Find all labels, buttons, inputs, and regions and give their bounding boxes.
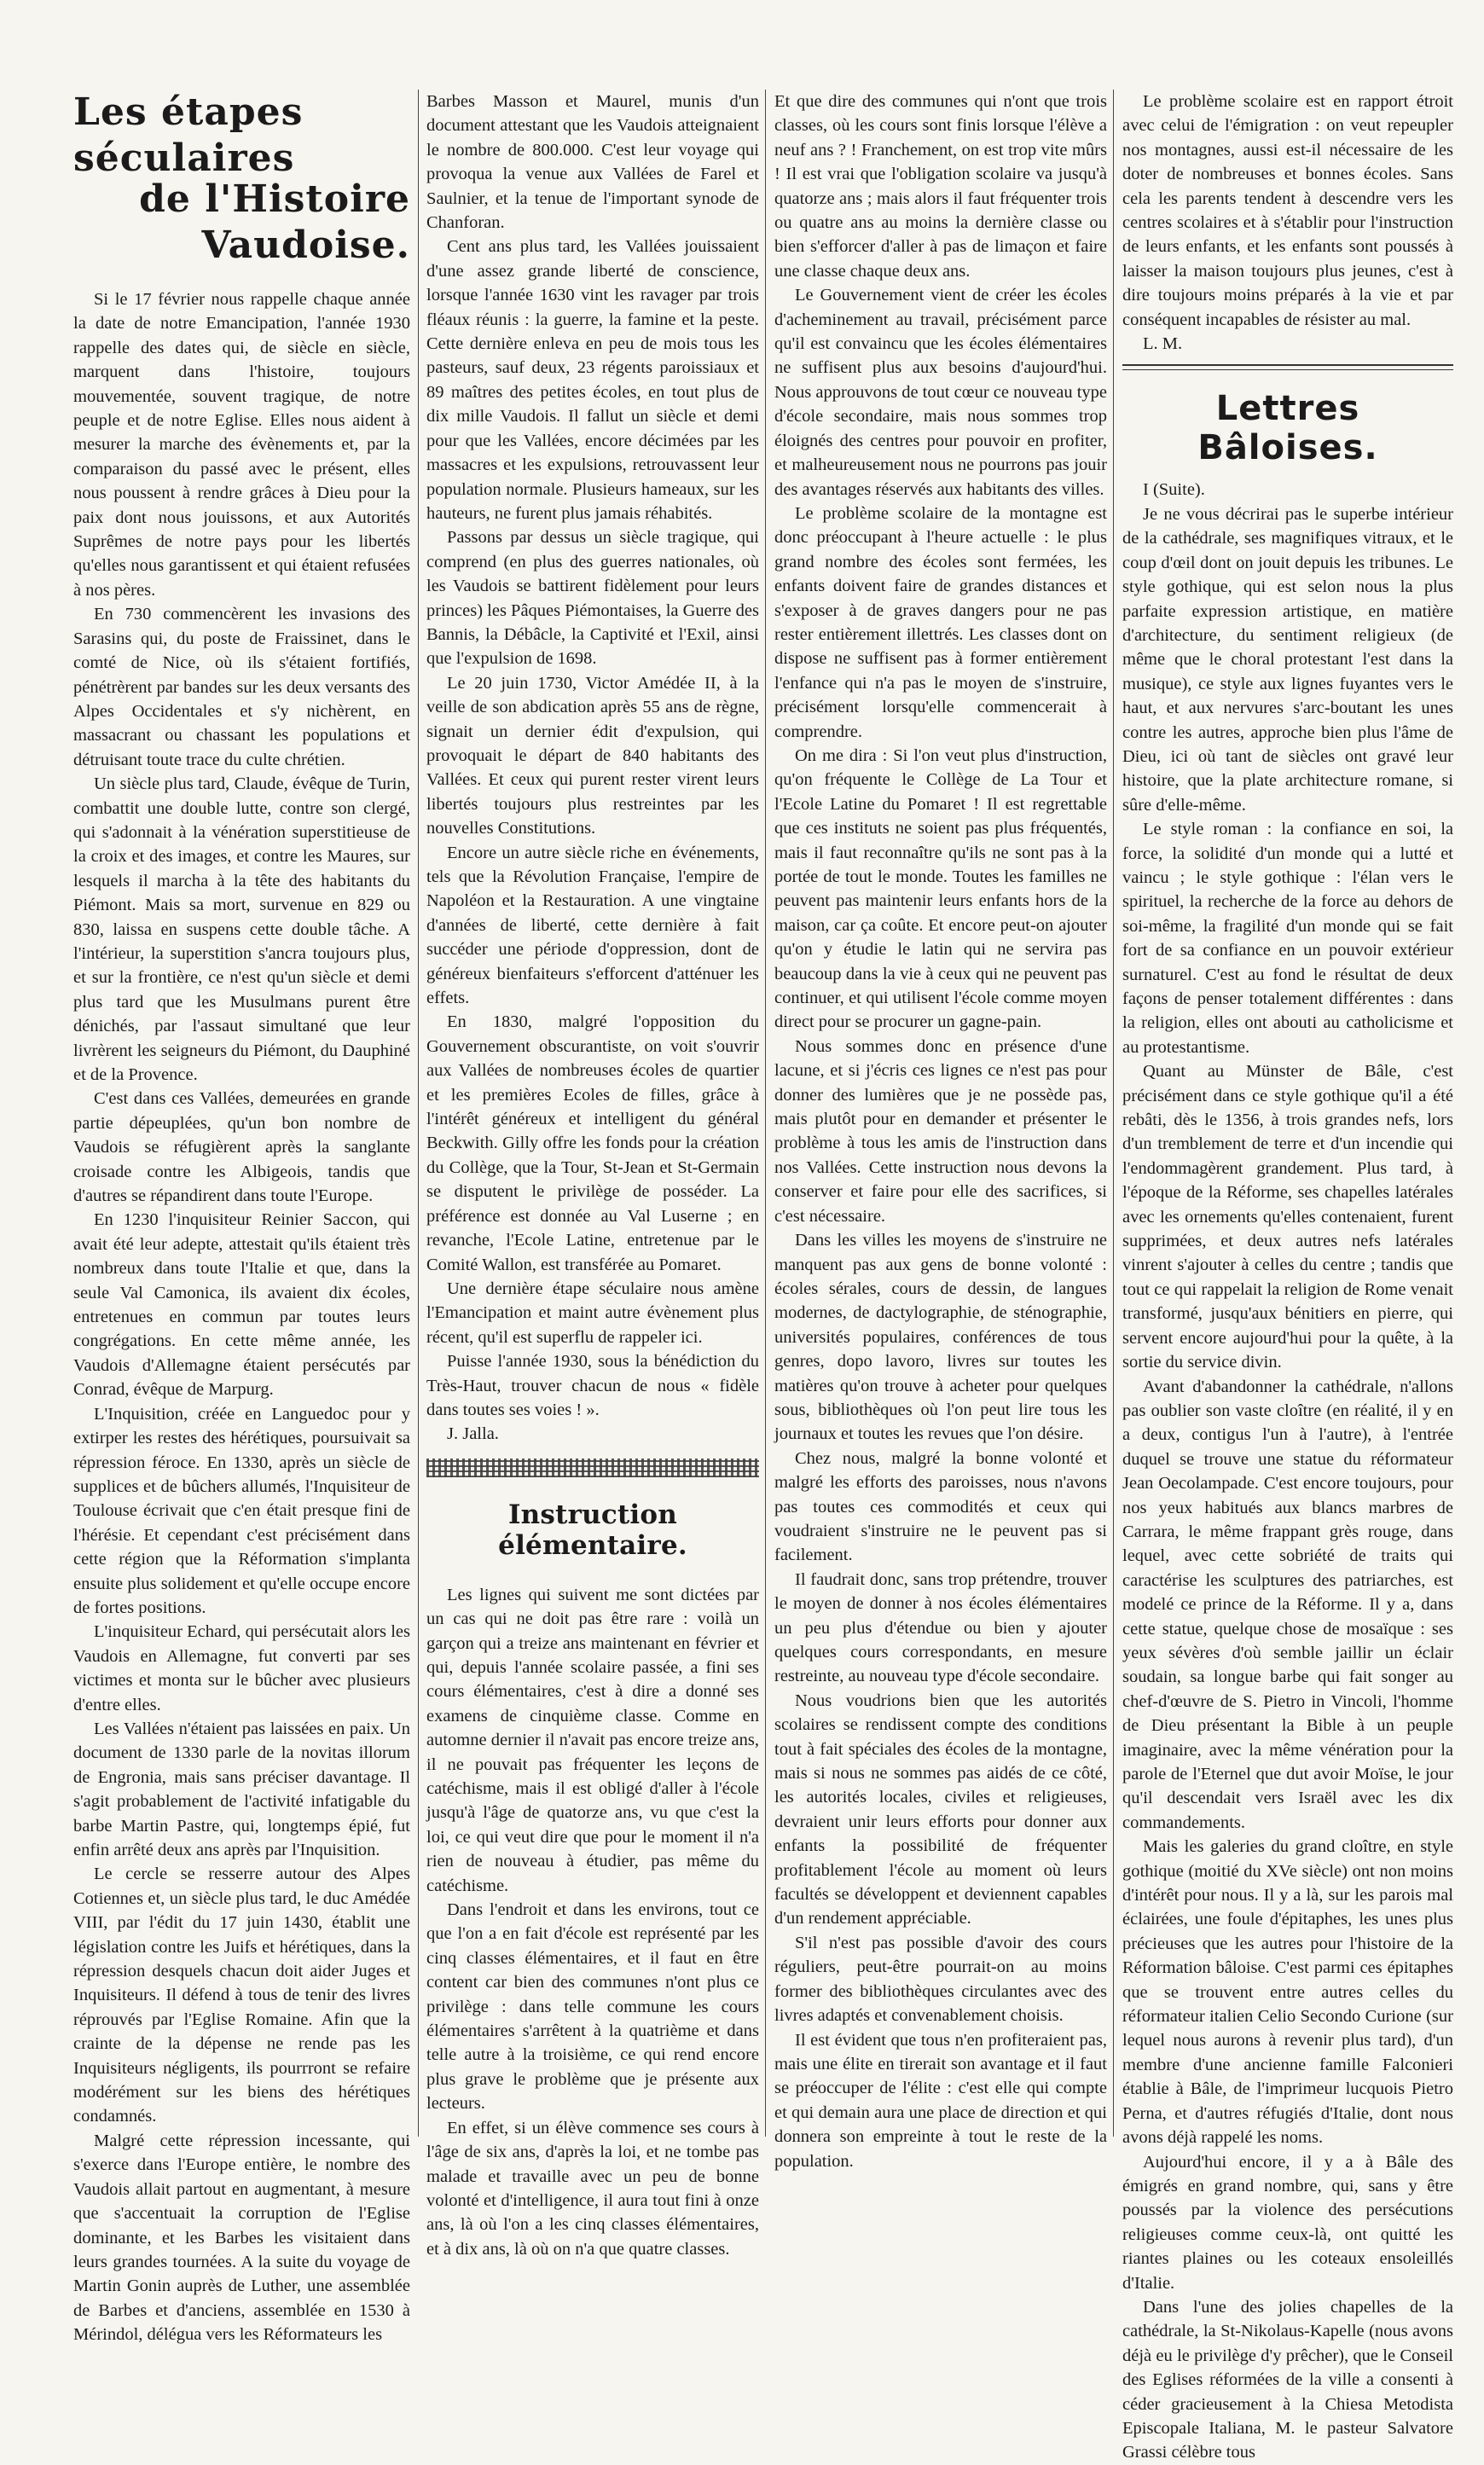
paragraph: Nous voudrions bien que les autorités scolaires se rendissent compte des conditions tout à fait spéciales des écoles de la montagne, mais si nous ne sommes pas aidés de ce côté, les autorités locales, civiles et religieuses, devraient unir leurs efforts pour donner aux enfants la possibilité de fréquenter profitablement l'école au moment où leurs facultés se développent et deviennent capables d'un rendement appréciable. [774, 1691, 1107, 1928]
paragraph: Il faudrait donc, sans trop prétendre, trouver le moyen de donner à nos écoles élémentaires un peu plus d'étendue ou bien y ajouter quelques cours correspondants, en mesure restreinte, au nouveau type d'école secondaire. [774, 1569, 1107, 1686]
column-rule [1113, 90, 1114, 2137]
paragraph: Une dernière étape séculaire nous amène l'Emancipation et maint autre évènement plus récent, qu'il est superflu de rappeler ici. [426, 1279, 759, 1347]
article-title-line1: Les étapes séculaires [73, 90, 304, 180]
paragraph: Chez nous, malgré la bonne volonté et malgré les efforts des paroisses, nous n'avons pas toutes ces commodités et ceux qui voudraient s'instruire ne le peuvent pas si facilement. [774, 1448, 1107, 1565]
paragraph: Quant au Münster de Bâle, c'est précisément dans ce style gothique qu'il a été rebâti, dès le 1356, à trois grandes nefs, lors d'un tremblement de terre et d'un incendie qui l'endommagèrent grandement. Plus tard, à l'époque de la Réforme, ses chapelles latérales avec les ornements qu'elles contenaient, furent supprimées, et deux autres nefs latérales vinrent s'ajouter à celles du centre ; tandis que tout ce qui rappelait la religion de Rome venait transformé, jusqu'aux bénitiers en pierre, qui servent encore aujourd'hui pour la quête, à la sortie du service divin. [1122, 1062, 1453, 1372]
paragraph: Le Gouvernement vient de créer les écoles d'acheminement au travail, précisément parce qu'il est convaincu que les écoles élémentaires ne suffisent plus aux besoins d'aujourd'hui. Nous approuvons de tout cœur ce nouveau type d'école secondaire, mais nous sommes trop éloignés des centres pour pouvoir en profiter, et malheureusement nous ne pourrons pas jouir des avantages réservés aux habitants des villes. [774, 286, 1107, 499]
paragraph: Encore un autre siècle riche en événements, tels que la Révolution Française, l'empire de Napoléon et la Restauration. A une vingtaine d'années de liberté, cette dernière à fait succéder une période d'oppression, dont de généreux bienfaiteurs s'efforcent d'atténuer les effets. [426, 843, 759, 1008]
column-rule [418, 90, 419, 2137]
paragraph: On me dira : Si l'on veut plus d'instruction, qu'on fréquente le Collège de La Tour et l'Ecole Latine du Pomaret ! Il est regrettable que ces instituts ne soient pas plus fréquentés, mais il faut reconnaître qu'ils ne sont pas à la portée de tout le monde. Toutes les familles ne peuvent pas maintenir leurs enfants hors de la maison, car ça coûte. Et encore peut-on ajouter qu'on y étudie le latin qui ne servira pas beaucoup dans la vie à ceux qui ne peuvent pas continuer, et qui utilisent l'école comme moyen direct pour se procurer un gagne-pain. [774, 745, 1107, 1032]
paragraph: Les Vallées n'étaient pas laissées en paix. Un document de 1330 parle de la novitas illorum de Engronia, mais sans préciser davantage. Il s'agit probablement de l'activité infatigable du barbe Martin Pastre, qui, longtemps épié, fut enfin arrêté deux ans après par l'Inquisition. [73, 1719, 410, 1859]
paragraph: Dans l'endroit et dans les environs, tout ce que l'on a en fait d'école est représenté par les cinq classes élémentaires, et il faut en être content car bien des communes n'ont plus ce privilège : dans telle commune les cours élémentaires s'arrêtent à la quatrième et dans telle autre à la troisième, ce qui rend encore plus grave le problème que je présente aux lecteurs. [426, 1900, 759, 2114]
paragraph: Le cercle se resserre autour des Alpes Cotiennes et, un siècle plus tard, le duc Amédée VIII, par l'édit du 17 juin 1430, établit une législation contre les Juifs et hérétiques, dans la répression desquels chacun doit aider Juges et Inquisiteurs. Il défend à tous de tenir des livres réprouvés par l'Eglise Romaine. Afin que la crainte de la dépense ne rende pas les Inquisiteurs négligents, ils pourrront se refaire modérément sur les biens des hérétiques condamnés. [73, 1865, 410, 2126]
ornamental-divider [426, 1459, 759, 1477]
article-title: Instruction élémentaire. [498, 1499, 687, 1561]
paragraph: Je ne vous décrirai pas le superbe intérieur de la cathédrale, ses magnifiques vitraux, et le coup d'œil dont on jouit depuis les tribunes. Le style gothique, qui est selon nous la plus parfaite expression artistique, en matière d'architecture, du sentiment religieux (de même que le choral protestant l'est dans la musique), ce style aux lignes fuyantes vers le haut, et aux nervures s'arc-boutant les unes contre les autres, approche bien plus l'âme de Dieu, ici où tant de siècles ont gravé leur histoire, que la plate architecture romane, si sûre d'elle-même. [1122, 504, 1453, 815]
column-2 [426, 90, 759, 2261]
paragraph: C'est dans ces Vallées, demeurées en grande partie dépeuplées, qu'un bon nombre de Vaudois se réfugièrent après la sanglante croisade contre les Albigeois, tandis que d'autres se répandirent dans toute l'Europe. [73, 1089, 410, 1206]
paragraph: En effet, si un élève commence ses cours à l'âge de six ans, d'après la loi, et ne tombe pas malade et travaille avec un peu de bonne volonté et d'intelligence, il aura tout fini à onze ans, là où l'on a les cinq classes élémentaires, et à dix ans, là où on n'a que quatre classes. [426, 2118, 759, 2259]
paragraph: Nous sommes donc en présence d'une lacune, et si j'écris ces lignes ce n'est pas pour donner des lumières que je ne possède pas, mais plutôt pour en demander et présenter le problème à tous les amis de l'instruction dans nos Vallées. Cette instruction nous devons la conserver et faire pour elle des sacrifices, si c'est nécessaire. [774, 1036, 1107, 1226]
paragraph: Le 20 juin 1730, Victor Amédée II, à la veille de son abdication après 55 ans de règne, signait un dernier édit d'expulsion, qui provoquait le départ de 840 habitants des Vallées. Et ceux qui purent rester virent leurs libertés toujours plus restreintes par les nouvelles Constitutions. [426, 673, 759, 838]
paragraph: Barbes Masson et Maurel, munis d'un document attestant que les Vaudois atteignaient le nombre de 800.000. C'est leur voyage qui provoqua la venue aux Vallées de Farel et Saulnier, et la tenue de l'important synode de Chanforan. [426, 92, 759, 233]
paragraph: Mais les galeries du grand cloître, en style gothique (moitié du XVe siècle) ont non moins d'intérêt pour nous. Il y a là, sur les parois mal éclairées, une foule d'épitaphes, les unes plus précieuses que les autres pour l'histoire de la Réformation bâloise. C'est parmi ces épitaphes que se trouvent entre autres celles du réformateur italien Celio Secondo Curione (sur lequel nous aurons à revenir plus tard), d'un membre d'une ancienne famille Falconieri établie à Bâle, de l'imprimeur lucquois Pietro Perna, et d'autres réfugiés d'Italie, dont nous avons déjà rappelé les noms. [1122, 1837, 1453, 2148]
paragraph: Un siècle plus tard, Claude, évêque de Turin, combattit une double lutte, contre son clergé, qui s'adonnait à la vénération superstitieuse de la croix et des images, et contre les Maures, sur lesquels il marcha à la tête des habitants du Piémont. Mais sa mort, survenue en 829 ou 830, laissa en suspens cette double tâche. A l'intérieur, la superstition s'ancra toujours plus, et sur la frontière, ce n'est qu'un siècle et demi plus tard que les Musulmans purent être dénichés, par l'assaut simultané que leur livrèrent les seigneurs du Piémont, du Dauphiné et de la Provence. [73, 774, 410, 1084]
paragraph: Le style roman : la confiance en soi, la force, la solidité d'un monde qui a lutté et vaincu ; le style gothique : l'élan vers le spirituel, la recherche de la force au dehors de soi-même, la fragilité d'un monde qui se fait fort de sa confiance en un pouvoir extérieur surnaturel. C'est au fond le résultat de deux façons de penser totalement différentes : dans la religion, elles ont abouti au catholicisme et au protestantisme. [1122, 820, 1453, 1057]
paragraph: Passons par dessus un siècle tragique, qui comprend (en plus des guerres nationales, où les Vaudois se battirent fidèlement pour leurs princes) les Pâques Piémontaises, la Guerre des Bannis, la Débâcle, la Captivité et l'Exil, ainsi que l'expulsion de 1698. [426, 528, 759, 669]
paragraph: Il est évident que tous n'en profiteraient pas, mais une élite en tirerait son avantage et il faut se préoccuper de l'élite : c'est elle qui compte et qui demain aura une place de direction et qui donnera son empreinte à tout le reste de la population. [774, 2030, 1107, 2171]
paragraph: L'inquisiteur Echard, qui persécutait alors les Vaudois en Allemagne, fut converti par ses victimes et monta sur le bûcher avec plusieurs d'entre elles. [73, 1622, 410, 1714]
paragraph: En 730 commencèrent les invasions des Sarasins qui, du poste de Fraissinet, dans le comté de Nice, où ils s'étaient fortifiés, pénétrèrent par bandes sur les deux versants des Alpes Occidentales et s'y nichèrent, en massacrant ou chassant les populations et détruisant toute trace du culte chrétien. [73, 605, 410, 769]
paragraph: Puisse l'année 1930, sous la bénédiction du Très-Haut, trouver chacun de nous « fidèle dans toutes ses voies ! ». [426, 1352, 759, 1419]
paragraph: En 1230 l'inquisiteur Reinier Saccon, qui avait été leur adepte, attestait qu'ils étaient très nombreux dans toute l'Italie et que, dans la seule Val Camonica, ils avaient dix écoles, entretenues en commun par toutes leurs congrégations. En cette même année, les Vaudois d'Allemagne étaient persécutés par Conrad, évêque de Marpurg. [73, 1210, 410, 1400]
paragraph: Cent ans plus tard, les Vallées jouissaient d'une assez grande liberté de conscience, lorsque l'année 1630 vint les ravager par trois fléaux réunis : la guerre, la famine et la peste. Cette dernière enleva en peu de mois tous les pasteurs, sauf deux, 23 régents paroissiaux et 89 maîtres des petites écoles, en tout plus de dix mille Vaudois. Il fallut un siècle et demi pour que les Vallées, encore décimées par les massacres et les expulsions, retrouvassent leur population normale. Plusieurs hameaux, sur les hauteurs, ne furent plus jamais réhabités. [426, 237, 759, 523]
section-divider [1122, 364, 1453, 370]
column-4 [1122, 90, 1453, 2465]
column-3 [774, 90, 1107, 2173]
paragraph: Le problème scolaire de la montagne est donc préoccupant à l'heure actuelle : le plus grand nombre des écoles sont fermées, les enfants doivent faire de grandes distances et s'exposer à de graves dangers pour ne pas rester entièrement illettrés. Les classes dont on dispose ne suffisent pas à former entièrement l'enfance qui n'a pas le moyen de s'instruire, précisément lorsqu'elle commencerait à comprendre. [774, 503, 1107, 741]
paragraph: Les lignes qui suivent me sont dictées par un cas qui ne doit pas être rare : voilà un garçon qui a treize ans maintenant en février et qui, depuis l'année scolaire passée, a fini ses cours élémentaires, c'est à dire a donné ses examens de cinquième classe. Comme en automne dernier il n'avait pas encore treize ans, il ne pouvait pas fréquenter les leçons de catéchisme, mais il est obligé d'aller à l'école jusqu'à l'âge de quatorze ans, vu que c'est la loi, ce qui veut dire que pour le moment il n'a rien de nouveau à étudier, pas même du catéchisme. [426, 1585, 759, 1895]
article-subtitle: I (Suite). [1143, 480, 1205, 500]
paragraph: L'Inquisition, créée en Languedoc pour y extirper les restes des hérétiques, poursuivait sa répression féroce. En 1330, après un siècle de supplices et de bûchers allumés, l'Inquisiteur de Toulouse écrivait que c'en était presque fini de l'hérésie. Et cependant c'est précisément dans cette région que la Réformation s'implanta ensuite plus solidement et qu'elle occupe encore de fortes positions. [73, 1404, 410, 1617]
paragraph: Dans les villes les moyens de s'instruire ne manquent pas aux gens de bonne volonté : écoles sérales, cours de dessin, de langues modernes, de dactylographie, de sténographie, universités populaires, conférences de tous genres, dopo lavoro, livres sur toutes les matières qu'on trouve à acheter pour quelques sous, bibliothèques où l'on peut lire tous les journaux et toutes les revues que l'on désire. [774, 1231, 1107, 1444]
paragraph: Si le 17 février nous rappelle chaque année la date de notre Emancipation, l'année 1930 rappelle des dates qui, de siècle en siècle, marquent dans l'histoire, toujours mouvementée, souvent tragique, de notre peuple et de notre Eglise. Elles nous aident à mesurer la marche des évènements et, par la comparaison du passé avec le présent, elles nous poussent à rendre grâces à Dieu pour la paix dont nous jouissons, et aux Autorités Suprêmes de notre pays pour les libertés qu'elles nous garantissent et qui étaient refusées à nos pères. [73, 290, 410, 600]
paragraph: S'il n'est pas possible d'avoir des cours réguliers, peut-être pourrait-on au moins former des bibliothèques circulantes avec des livres adaptés et convenablement choisis. [774, 1933, 1107, 2026]
paragraph: Aujourd'hui encore, il y a à Bâle des émigrés en grand nombre, qui, sans y être poussés par la violence des persécutions religieuses comme ceux-là, ont quitté les riantes plaines ou les coteaux ensoleillés d'Italie. [1122, 2152, 1453, 2293]
signature: J. Jalla. [447, 1424, 499, 1444]
paragraph: Malgré cette répression incessante, qui s'exerce dans l'Europe entière, le nombre des Vaudois allait partout en augmentant, à mesure que s'accentuait la corruption de l'Eglise dominante, et les Barbes les visitaient dans leurs grandes tournées. A la suite du voyage de Martin Gonin auprès de Luther, une assemblée de Barbes et d'anciens, assemblée en 1530 à Mérindol, délégua vers les Réformateurs les [73, 2131, 410, 2345]
paragraph: Dans l'une des jolies chapelles de la cathédrale, la St-Nikolaus-Kapelle (nous avons déjà eu le privilège d'y prêcher), que le Conseil des Eglises réformées de la ville a consenti à céder gracieusement à la Chiesa Metodista Episcopale Italiana, M. le pasteur Salvatore Grassi célèbre tous [1122, 2297, 1453, 2462]
paragraph: Avant d'abandonner la cathédrale, n'allons pas oublier son vaste cloître (en réalité, il y en a deux, contigus l'un à l'autre), à l'entrée duquel se trouve une statue du réformateur Jean Oecolampade. C'est encore toujours, pour nos yeux habitués aux blancs marbres de Carrara, le même frappant grès rouge, dans lequel, avec cette sobriété de traits qui caractérise les sculptures des patriarches, est modelé ce prince de la Réforme. Il y a, dans cette statue, quelque chose de mosaïque : ses yeux sévères d'où semble jaillir un éclair soudain, sa longue barbe qui fait songer au chef-d'œuvre de S. Pietro in Vincoli, l'homme de Dieu présentant la Bible à un peuple imaginaire, avec la même vénération pour la parole de l'Eternel que dut avoir Moïse, le jour qu'il descendait vers Israël avec les dix commandements. [1122, 1377, 1453, 1832]
paragraph: Et que dire des communes qui n'ont que trois classes, où les cours sont finis lorsque l'élève a neuf ans ? ! Franchement, on est trop vite mûrs ! Il est vrai que l'obligation scolaire va jusqu'à quatorze ans ; mais alors il faut fréquenter trois ou quatre ans au moins la dernière classe ou bien s'efforcer d'aller à pas de limaçon et faire une classe chaque deux ans. [774, 92, 1107, 281]
signature: L. M. [1143, 334, 1183, 354]
article-title: Lettres Bâloises. [1197, 389, 1378, 468]
column-rule [765, 90, 766, 2137]
paragraph: En 1830, malgré l'opposition du Gouvernement obscurantiste, on voit s'ouvrir aux Vallées de nombreuses écoles de quartier et les premières Ecoles de filles, grâce à l'intérêt généreux et intelligent du général Beckwith. Gilly offre les fonds pour la création du Collège, que la Tour, St-Jean et St-Germain se disputent le privilège de posséder. La préférence est donnée au Val Luserne ; en revanche, l'Ecole Latine, entretenue par le Comité Wallon, est transférée au Pomaret. [426, 1012, 759, 1274]
paragraph: Le problème scolaire est en rapport étroit avec celui de l'émigration : on veut repeupler nos montagnes, aussi est-il nécessaire de les doter de nombreuses et bonnes écoles. Sans cela les parents tendent à descendre vers les centres scolaires et à s'établir pour l'instruction de leurs enfants, et les enfants sont poussés à laisser la maison toujours plus jeunes, c'est à dire toujours moins préparés à la vie et par conséquent incapables de résister au mal. [1122, 92, 1453, 329]
article-title-line2: de l'Histoire Vaudoise. [139, 177, 410, 267]
column-1 [73, 90, 410, 2347]
